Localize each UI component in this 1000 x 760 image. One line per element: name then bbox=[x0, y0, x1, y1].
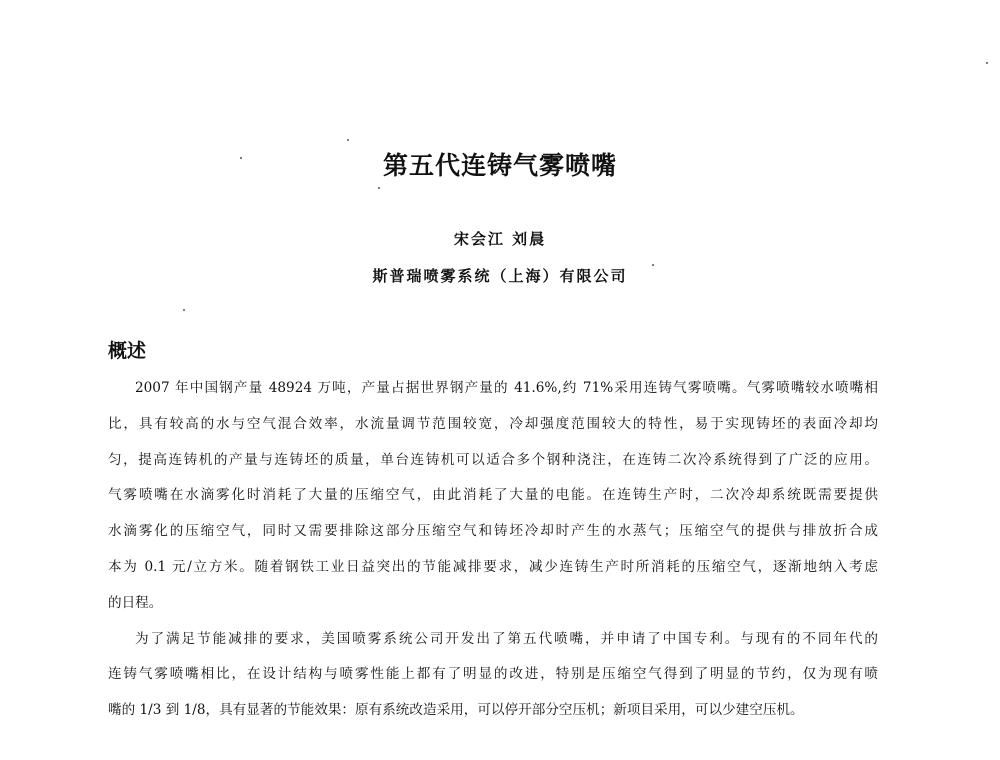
text-line: 匀，提高连铸机的产量与连铸坯的质量，单台连铸机可以适合多个钢种浇注，在连铸二次冷系统得到了广泛的应用。 bbox=[108, 451, 878, 468]
scan-speck bbox=[183, 309, 185, 311]
text-line: 比，具有较高的水与空气混合效率，水流量调节范围较宽，冷却强度范围较大的特性，易于实现铸坯的表面冷却均 bbox=[108, 415, 878, 432]
scan-speck bbox=[986, 62, 988, 64]
scan-speck bbox=[347, 139, 349, 141]
text-line: 水滴雾化的压缩空气，同时又需要排除这部分压缩空气和铸坯冷却时产生的水蒸气；压缩空气的提供与排放折合成 bbox=[108, 523, 878, 540]
text-line: 为了满足节能减排的要求，美国喷雾系统公司开发出了第五代喷嘴，并申请了中国专利。与现有的不同年代的 bbox=[135, 630, 878, 647]
paper-title: 第五代连铸气雾喷嘴 bbox=[382, 151, 617, 180]
section-heading-overview: 概述 bbox=[108, 340, 147, 362]
text-line: 连铸气雾喷嘴相比，在设计结构与喷雾性能上都有了明显的改进，特别是压缩空气得到了明显的节约，仅为现有喷 bbox=[108, 666, 878, 683]
text-line: 嘴的 1/3 到 1/8，具有显著的节能效果：原有系统改造采用，可以停开部分空压机；新项目采用，可以少建空压机。 bbox=[108, 702, 804, 719]
scan-speck bbox=[378, 187, 380, 189]
body-text bbox=[108, 371, 878, 729]
author-affiliation: 斯普瑞喷雾系统（上海）有限公司 bbox=[372, 267, 628, 285]
paragraph-2 bbox=[108, 622, 878, 729]
paragraph-1 bbox=[108, 371, 878, 622]
text-line: 的日程。 bbox=[108, 594, 163, 611]
text-line: 本为 0.1 元/立方米。随着钢铁工业日益突出的节能减排要求，减少连铸生产时所消耗的压缩空气，逐渐地纳入考虑 bbox=[108, 558, 878, 575]
author-names: 宋会江 刘晨 bbox=[453, 230, 547, 248]
scan-speck bbox=[652, 264, 654, 266]
scan-speck bbox=[240, 157, 242, 159]
text-line: 2007 年中国钢产量 48924 万吨，产量占据世界钢产量的 41.6%,约 71%采用连铸气雾喷嘴。气雾喷嘴较水喷嘴相 bbox=[135, 380, 878, 396]
text-line: 气雾喷嘴在水滴雾化时消耗了大量的压缩空气，由此消耗了大量的电能。在连铸生产时，二次冷却系统既需要提供 bbox=[108, 487, 878, 504]
